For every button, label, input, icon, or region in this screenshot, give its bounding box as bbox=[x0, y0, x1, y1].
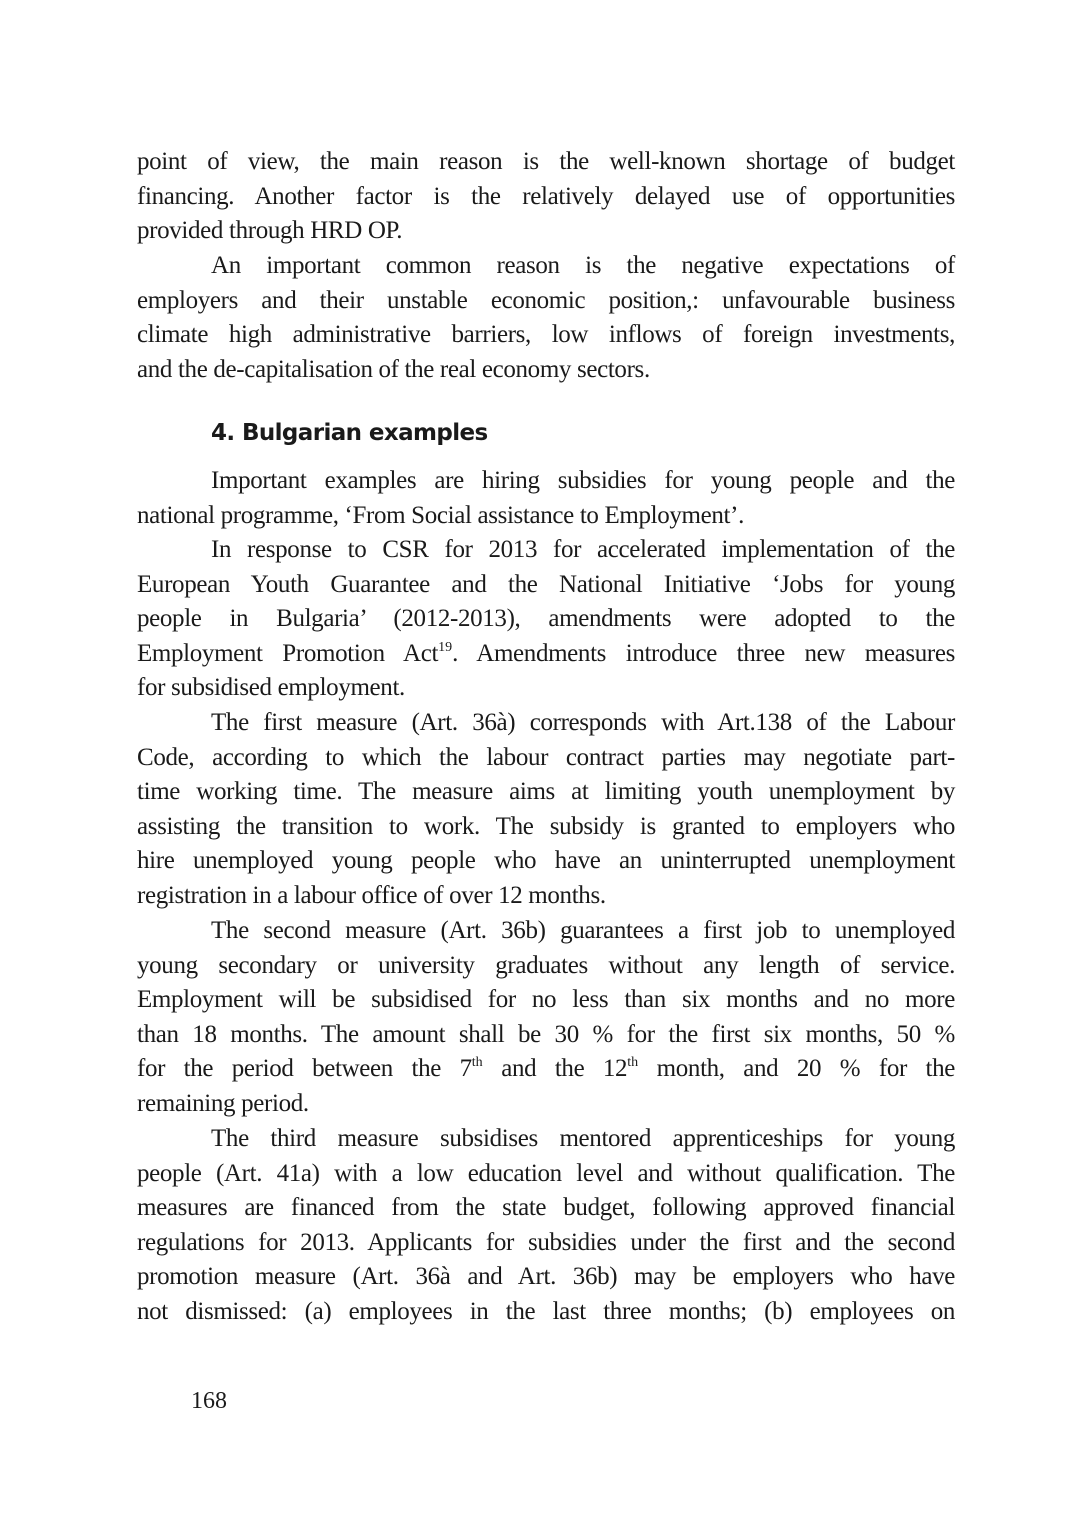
text-line: regulations for 2013. Applicants for subsidies under the first and the second bbox=[137, 1228, 955, 1256]
footnote-reference[interactable]: 19 bbox=[438, 639, 453, 655]
text-line: climate high administrative barriers, low inflows of foreign investments, bbox=[137, 321, 955, 349]
text-line: The first measure (Art. 36à) corresponds with Art.138 of the Labour bbox=[211, 709, 955, 736]
paragraph-third-measure bbox=[137, 1122, 955, 1330]
text-line: provided through HRD OP. bbox=[137, 217, 403, 245]
text-line: and the de-capitalisation of the real economy sectors. bbox=[137, 355, 650, 383]
text-line: European Youth Guarantee and the National Initiative ‘Jobs for young bbox=[137, 570, 955, 598]
text-line: registration in a labour office of over 12 months. bbox=[137, 881, 606, 909]
text-line: assisting the transition to work. The subsidy is granted to employers who bbox=[137, 812, 955, 840]
text-fragment: . Amendments introduce three new measures bbox=[452, 639, 955, 667]
text-line: hire unemployed young people who have an uninterrupted unemployment bbox=[137, 847, 955, 875]
text-line bbox=[137, 637, 955, 672]
text-fragment: for the period between the 7 bbox=[137, 1055, 472, 1083]
text-line: Important examples are hiring subsidies for young people and the bbox=[211, 467, 955, 494]
text-line bbox=[137, 1052, 955, 1087]
page-number: 168 bbox=[191, 1388, 227, 1414]
paragraph-budget-financing bbox=[137, 145, 955, 249]
text-line: people (Art. 41a) with a low education level and without qualification. The bbox=[137, 1159, 955, 1187]
text-line: people in Bulgaria’ (2012-2013), amendments were adopted to the bbox=[137, 605, 955, 633]
text-fragment: month, and 20 % for the bbox=[638, 1055, 956, 1083]
text-line: promotion measure (Art. 36à and Art. 36b) may be employers who have bbox=[137, 1263, 955, 1291]
paragraph-second-measure bbox=[137, 914, 955, 1122]
paragraph-csr-response bbox=[137, 533, 955, 706]
text-line: time working time. The measure aims at limiting youth unemployment by bbox=[137, 778, 955, 806]
ordinal-suffix: th bbox=[471, 1055, 483, 1071]
text-line: An important common reason is the negative expectations of bbox=[211, 252, 955, 279]
ordinal-suffix: th bbox=[627, 1055, 639, 1071]
text-fragment: and the 12 bbox=[482, 1055, 628, 1083]
text-line: remaining period. bbox=[137, 1089, 309, 1117]
paragraph-first-measure bbox=[137, 706, 955, 914]
section-heading: 4. Bulgarian examples bbox=[211, 420, 488, 446]
text-line: measures are financed from the state budget, following approved financial bbox=[137, 1194, 955, 1222]
text-line: Employment will be subsidised for no less than six months and no more bbox=[137, 986, 955, 1014]
text-line: In response to CSR for 2013 for accelerated implementation of the bbox=[211, 536, 955, 563]
paragraph-common-reason bbox=[137, 249, 955, 387]
text-line: Code, according to which the labour contract parties may negotiate part- bbox=[137, 743, 955, 771]
text-line: The third measure subsidises mentored apprenticeships for young bbox=[211, 1125, 955, 1152]
text-line: national programme, ‘From Social assistance to Employment’. bbox=[137, 501, 744, 529]
text-line: not dismissed: (a) employees in the last three months; (b) employees on bbox=[137, 1297, 955, 1325]
text-line: young secondary or university graduates without any length of service. bbox=[137, 951, 955, 979]
text-line: point of view, the main reason is the well-known shortage of budget bbox=[137, 148, 955, 175]
text-line: than 18 months. The amount shall be 30 % for the first six months, 50 % bbox=[137, 1020, 955, 1048]
text-line: financing. Another factor is the relatively delayed use of opportunities bbox=[137, 182, 955, 210]
text-line: employers and their unstable economic position,: unfavourable business bbox=[137, 286, 955, 314]
paragraph-important-examples bbox=[137, 464, 955, 533]
text-fragment: Employment Promotion Act bbox=[137, 639, 439, 667]
text-line: for subsidised employment. bbox=[137, 674, 405, 702]
text-line: The second measure (Art. 36b) guarantees a first job to unemployed bbox=[211, 917, 955, 944]
